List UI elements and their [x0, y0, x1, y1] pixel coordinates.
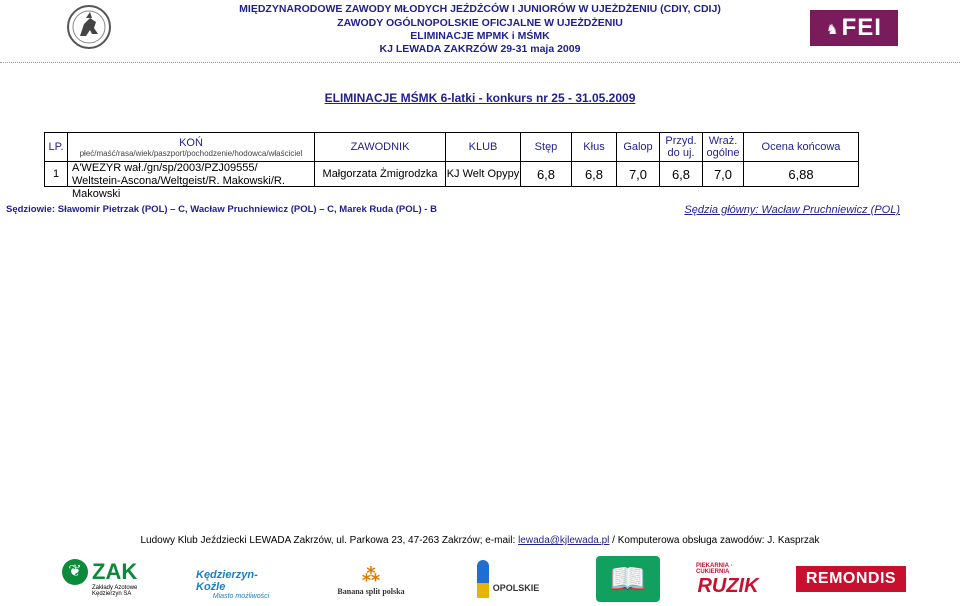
sponsor-kedzierzyn	[196, 566, 286, 602]
header-submission-line2: do uj.	[667, 147, 695, 159]
row-walk: 6,8	[520, 161, 572, 187]
header-submission-line1: Przyd.	[665, 135, 697, 147]
zak-subtitle-2: Kędzierzyn SA	[92, 591, 132, 597]
ruzik-subtitle: PIEKARNIA · CUKIERNIA	[696, 562, 733, 575]
header-impression	[702, 132, 744, 162]
row-rider: Małgorzata Żmigrodzka	[314, 161, 446, 187]
sponsor-book-logo	[596, 556, 660, 602]
header-horse-title: KOŃ	[179, 136, 203, 149]
row-impression: 7,0	[702, 161, 744, 187]
row-submission: 6,8	[659, 161, 703, 187]
horse-swirl-icon: ♞	[826, 20, 840, 37]
header-lp: LP.	[44, 132, 68, 162]
knight-emblem-icon	[64, 4, 114, 50]
header-club: KLUB	[445, 132, 521, 162]
competition-title: ELIMINACJE MŚMK 6-latki - konkurs nr 25 - 31.05.2009	[324, 91, 636, 105]
sponsor-banana-split	[322, 555, 420, 603]
header-impression-line2: ogólne	[706, 147, 740, 159]
sponsor-zak	[62, 556, 152, 600]
footer-contact	[0, 535, 960, 546]
footer-address: Ludowy Klub Jeździecki LEWADA Zakrzów, ul. Parkowa 23, 47-263 Zakrzów; e-mail:	[140, 535, 519, 546]
open-book-icon: 📖	[609, 562, 647, 596]
opolskie-tower-icon	[477, 560, 489, 598]
header-horse	[67, 132, 315, 162]
zak-leaf-icon: ❦	[62, 559, 88, 585]
row-horse-line1: A'WEZYR wał./gn/sp/2003/PZJ09555/	[72, 162, 258, 174]
opolskie-logo-text: OPOLSKIE	[492, 583, 540, 593]
row-final: 6,88	[743, 161, 859, 187]
row-canter: 7,0	[616, 161, 660, 187]
row-lp: 1	[44, 161, 68, 187]
header-impression-line1: Wraż.	[708, 135, 738, 147]
sponsor-remondis	[796, 566, 906, 592]
chief-judge: Sędzia główny: Wacław Pruchniewicz (POL)	[684, 204, 900, 216]
header-divider	[0, 62, 960, 63]
header-submission	[659, 132, 703, 162]
header-canter: Galop	[616, 132, 660, 162]
footer-credits: / Komputerowa obsługa zawodów: J. Kasprzak	[609, 535, 820, 546]
header-line-3: ELIMINACJE MPMK i MŚMK	[410, 30, 550, 42]
ruzik-logo-text: RUZIK	[697, 574, 759, 597]
zak-logo-text: ZAK	[92, 559, 138, 584]
remondis-logo-text: REMONDIS	[805, 570, 897, 587]
header-walk: Stęp	[520, 132, 572, 162]
row-trot: 6,8	[571, 161, 617, 187]
header-line-4: KJ LEWADA ZAKRZÓW 29-31 maja 2009	[379, 43, 581, 55]
judges-list: Sędziowie: Sławomir Pietrzak (POL) – C, Wacław Pruchniewicz (POL) – C, Marek Ruda (POL) - B	[6, 204, 437, 215]
row-horse-line2: Weltstein-Ascona/Weltgeist/R. Makowski/R. Makowski	[72, 175, 285, 200]
zak-subtitle-1: Zakłady Azotowe	[92, 585, 138, 591]
header-line-2: ZAWODY OGÓLNOPOLSKIE OFICJALNE W UJEŻDŻENIU	[337, 17, 623, 29]
banana-logo-text: Banana split polska	[337, 586, 405, 596]
header-final: Ocena końcowa	[743, 132, 859, 162]
sponsor-opolskie	[470, 556, 546, 602]
footer-email-link[interactable]: lewada@kjlewada.pl	[518, 535, 610, 546]
banana-dots-icon: ⁂	[361, 564, 381, 585]
sponsor-ruzik	[696, 560, 760, 600]
kedzierzyn-logo-text: Kędzierzyn-Koźle	[196, 568, 258, 593]
row-club: KJ Welt Opypy	[445, 161, 521, 187]
fei-logo	[810, 10, 898, 46]
header-line-1: MIĘDZYNARODOWE ZAWODY MŁODYCH JEŹDŹCÓW I JUNIORÓW W UJEŻDŻENIU (CDIY, CDIJ)	[239, 3, 721, 15]
header-rider: ZAWODNIK	[314, 132, 446, 162]
kedzierzyn-subtitle: Miasto możliwości	[212, 592, 270, 600]
header-horse-subtitle: płeć/maść/rasa/wiek/paszport/pochodzenie/hodowca/właściciel	[79, 148, 303, 158]
header-trot: Kłus	[571, 132, 617, 162]
row-horse	[67, 161, 315, 200]
fei-logo-text: FEI	[841, 14, 882, 41]
